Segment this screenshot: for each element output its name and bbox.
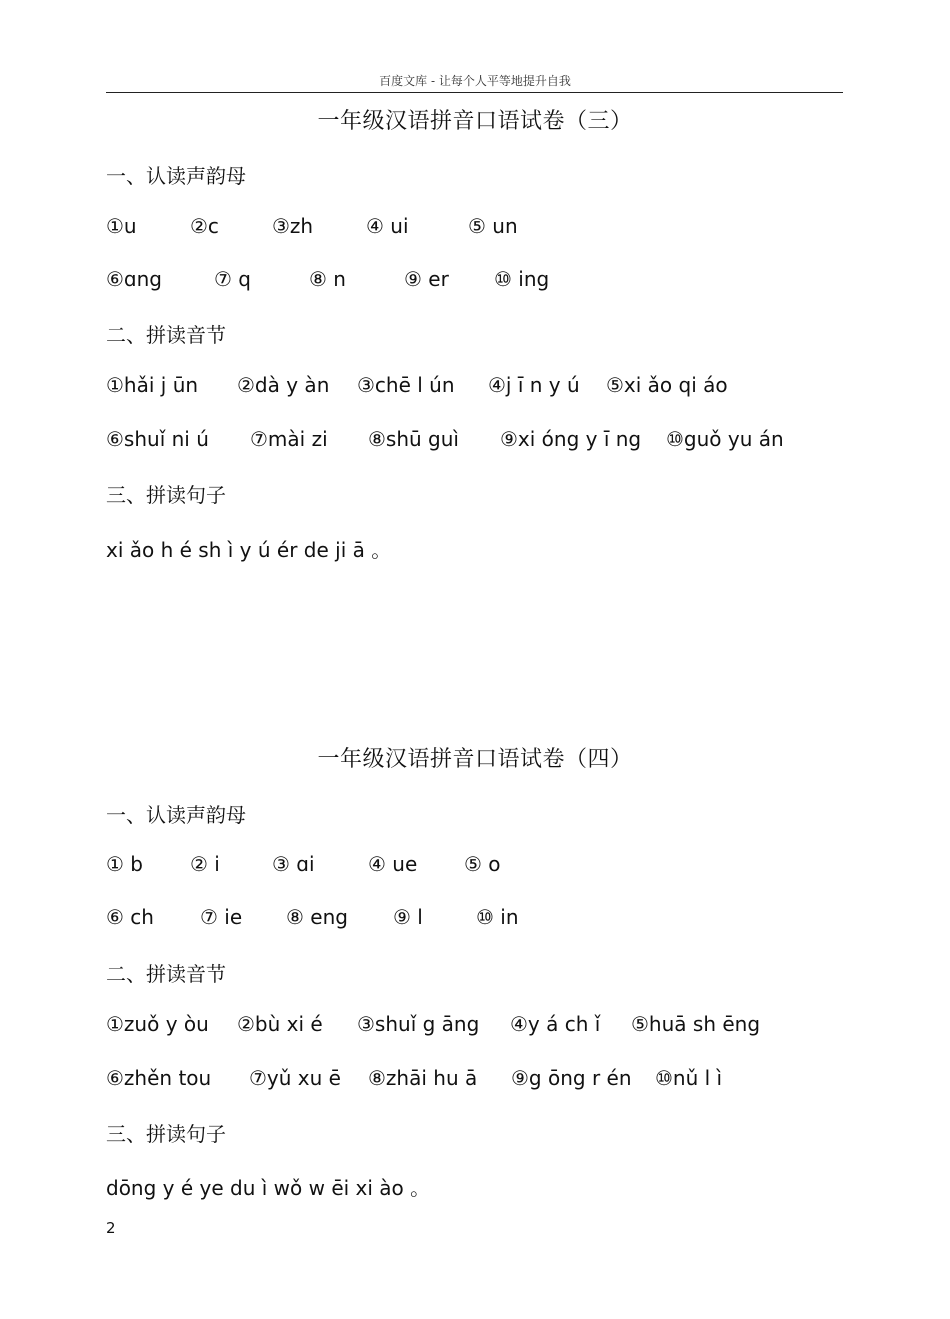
test3-sentence: xi ǎo h é sh ì y ú ér de ji ā 。 [106, 538, 392, 562]
list-item: ⑨xi óng y ī ng [500, 427, 642, 451]
test3-section3-heading: 三、拼读句子 [106, 483, 226, 507]
list-item: ③chē l ún [357, 373, 455, 397]
list-item: ⑧ eng [286, 905, 348, 929]
list-item: ⑩nǔ l ì [655, 1066, 723, 1090]
list-item: ⑨ er [404, 267, 449, 291]
list-item: ⑩ in [476, 905, 519, 929]
list-item: ⑤ un [468, 214, 518, 238]
test4-section3-heading: 三、拼读句子 [106, 1122, 226, 1146]
test3-title: 一年级汉语拼音口语试卷（三） [317, 109, 633, 134]
test4-title: 一年级汉语拼音口语试卷（四） [317, 747, 633, 772]
list-item: ⑦ ie [200, 905, 243, 929]
list-item: ⑧ n [309, 267, 346, 291]
test3-section2-heading: 二、拼读音节 [106, 323, 226, 347]
list-item: ②dà y àn [237, 373, 330, 397]
list-item: ⑤ o [464, 852, 501, 876]
list-item: ④ ue [368, 852, 418, 876]
list-item: ⑨g ōng r én [511, 1066, 632, 1090]
list-item: ⑤huā sh ēng [631, 1012, 761, 1036]
list-item: ⑧shū guì [368, 427, 459, 451]
list-item: ⑤xi ǎo qi áo [606, 373, 728, 397]
list-item: ⑩guǒ yu án [666, 427, 784, 451]
list-item: ③shuǐ g āng [357, 1012, 480, 1036]
list-item: ③ ɑi [272, 852, 315, 876]
list-item: ①zuǒ y òu [106, 1012, 209, 1036]
list-item: ⑥ ch [106, 905, 154, 929]
list-item: ⑦ q [214, 267, 251, 291]
list-item: ④ ui [366, 214, 409, 238]
list-item: ④j ī n y ú [488, 373, 580, 397]
header-divider [106, 92, 843, 93]
page-number: 2 [106, 1219, 116, 1237]
list-item: ⑥zhěn tou [106, 1066, 212, 1090]
list-item: ⑨ l [393, 905, 423, 929]
list-item: ①u [106, 214, 137, 238]
test4-section2-heading: 二、拼读音节 [106, 962, 226, 986]
list-item: ③zh [272, 214, 314, 238]
list-item: ⑦yǔ xu ē [249, 1066, 341, 1090]
list-item: ⑥ɑng [106, 267, 162, 291]
test3-section1-heading: 一、认读声韵母 [106, 164, 246, 188]
page-header: 百度文库 - 让每个人平等地提升自我 [379, 74, 571, 88]
test4-section1-heading: 一、认读声韵母 [106, 803, 246, 827]
list-item: ⑧zhāi hu ā [368, 1066, 478, 1090]
list-item: ② i [190, 852, 220, 876]
list-item: ⑩ ing [494, 267, 550, 291]
list-item: ⑦mài zi [250, 427, 328, 451]
list-item: ④y á ch ǐ [510, 1012, 601, 1036]
list-item: ①hǎi j ūn [106, 373, 199, 397]
test4-sentence: dōng y é ye du ì wǒ w ēi xi ào 。 [106, 1176, 431, 1200]
list-item: ① b [106, 852, 143, 876]
list-item: ⑥shuǐ ni ú [106, 427, 209, 451]
list-item: ②bù xi é [237, 1012, 323, 1036]
list-item: ②c [190, 214, 219, 238]
